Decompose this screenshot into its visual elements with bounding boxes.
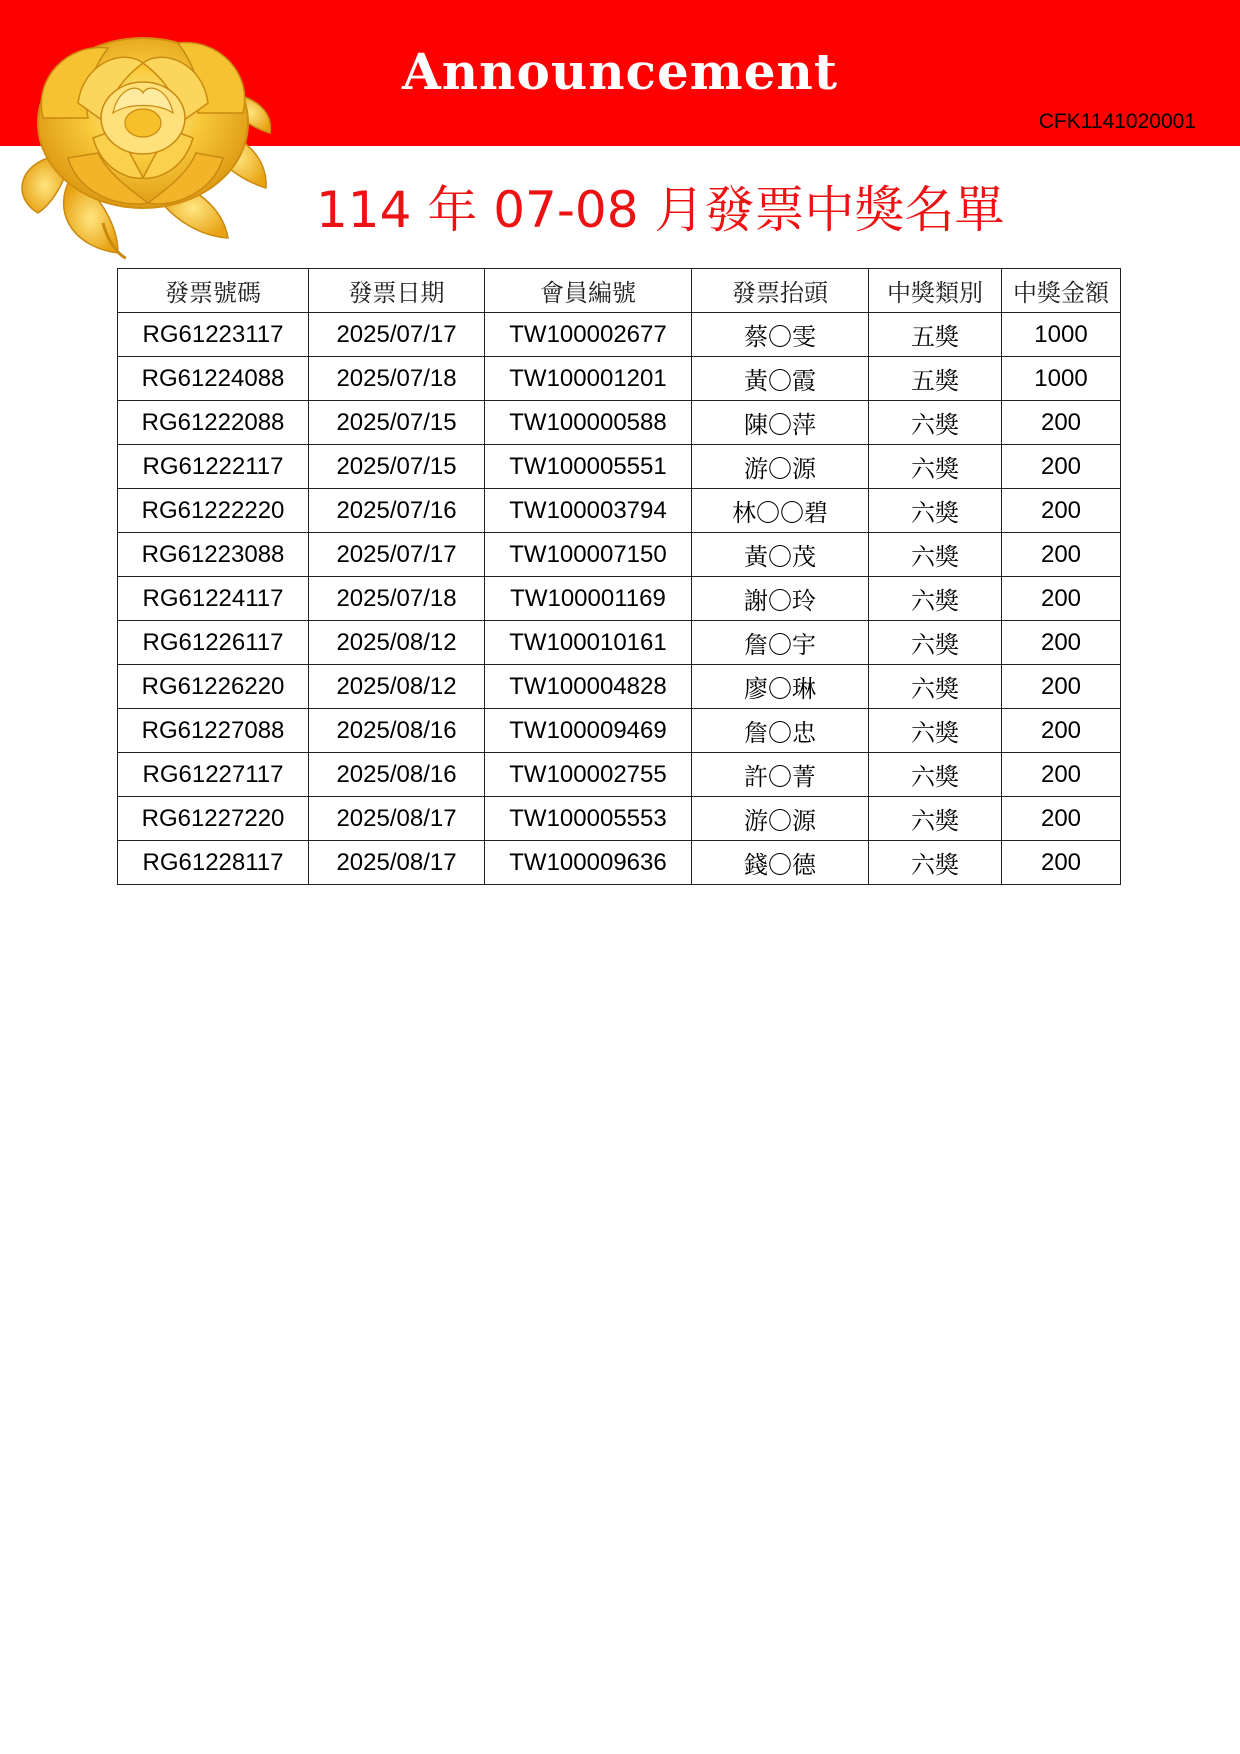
prize-category-cell: 五獎	[869, 357, 1002, 401]
prize-category-cell: 六獎	[869, 841, 1002, 885]
column-header-prize-amount: 中獎金額	[1002, 269, 1121, 313]
banner-title: Announcement	[402, 42, 838, 101]
invoice-title-cell: 游〇源	[692, 445, 869, 489]
prize-category-cell: 六獎	[869, 489, 1002, 533]
member-id-cell: TW100001201	[485, 357, 692, 401]
invoice-number-cell: RG61227220	[118, 797, 309, 841]
table-row	[118, 313, 1121, 357]
invoice-date-cell: 2025/08/12	[309, 621, 485, 665]
invoice-date-cell: 2025/08/17	[309, 841, 485, 885]
column-header-invoice-number: 發票號碼	[118, 269, 309, 313]
peony-flower-icon	[8, 8, 278, 260]
member-id-cell: TW100005553	[485, 797, 692, 841]
member-id-cell: TW100005551	[485, 445, 692, 489]
invoice-title-cell: 廖〇琳	[692, 665, 869, 709]
prize-category-cell: 六獎	[869, 753, 1002, 797]
column-header-member-id: 會員編號	[485, 269, 692, 313]
prize-category-cell: 六獎	[869, 665, 1002, 709]
prize-amount-cell: 200	[1002, 797, 1121, 841]
prize-category-cell: 五獎	[869, 313, 1002, 357]
prize-amount-cell: 200	[1002, 533, 1121, 577]
invoice-title-cell: 黃〇霞	[692, 357, 869, 401]
invoice-date-cell: 2025/07/15	[309, 401, 485, 445]
invoice-number-cell: RG61223088	[118, 533, 309, 577]
table-row	[118, 577, 1121, 621]
table-row	[118, 357, 1121, 401]
prize-amount-cell: 200	[1002, 841, 1121, 885]
table-row	[118, 753, 1121, 797]
table-row	[118, 489, 1121, 533]
invoice-date-cell: 2025/08/12	[309, 665, 485, 709]
invoice-number-cell: RG61226117	[118, 621, 309, 665]
member-id-cell: TW100009469	[485, 709, 692, 753]
prize-amount-cell: 200	[1002, 445, 1121, 489]
prize-amount-cell: 200	[1002, 577, 1121, 621]
prize-amount-cell: 1000	[1002, 313, 1121, 357]
prize-amount-cell: 200	[1002, 401, 1121, 445]
invoice-number-cell: RG61226220	[118, 665, 309, 709]
invoice-number-cell: RG61228117	[118, 841, 309, 885]
member-id-cell: TW100001169	[485, 577, 692, 621]
invoice-title-cell: 許〇菁	[692, 753, 869, 797]
member-id-cell: TW100010161	[485, 621, 692, 665]
member-id-cell: TW100009636	[485, 841, 692, 885]
member-id-cell: TW100004828	[485, 665, 692, 709]
table-row	[118, 797, 1121, 841]
prize-amount-cell: 200	[1002, 709, 1121, 753]
invoice-date-cell: 2025/08/16	[309, 753, 485, 797]
invoice-number-cell: RG61223117	[118, 313, 309, 357]
invoice-number-cell: RG61222088	[118, 401, 309, 445]
prize-category-cell: 六獎	[869, 621, 1002, 665]
member-id-cell: TW100002755	[485, 753, 692, 797]
invoice-title-cell: 詹〇宇	[692, 621, 869, 665]
invoice-date-cell: 2025/07/18	[309, 577, 485, 621]
prize-category-cell: 六獎	[869, 709, 1002, 753]
invoice-title-cell: 謝〇玲	[692, 577, 869, 621]
table-row	[118, 401, 1121, 445]
invoice-date-cell: 2025/07/15	[309, 445, 485, 489]
table-row	[118, 665, 1121, 709]
column-header-invoice-title: 發票抬頭	[692, 269, 869, 313]
invoice-number-cell: RG61222220	[118, 489, 309, 533]
prize-category-cell: 六獎	[869, 797, 1002, 841]
invoice-title-cell: 黃〇茂	[692, 533, 869, 577]
invoice-title-cell: 陳〇萍	[692, 401, 869, 445]
prize-category-cell: 六獎	[869, 445, 1002, 489]
prize-amount-cell: 200	[1002, 489, 1121, 533]
table-row	[118, 841, 1121, 885]
column-header-prize-category: 中獎類別	[869, 269, 1002, 313]
member-id-cell: TW100002677	[485, 313, 692, 357]
invoice-title-cell: 錢〇德	[692, 841, 869, 885]
table-row	[118, 621, 1121, 665]
invoice-date-cell: 2025/08/17	[309, 797, 485, 841]
prize-amount-cell: 1000	[1002, 357, 1121, 401]
invoice-title-cell: 詹〇忠	[692, 709, 869, 753]
winners-table	[117, 268, 1121, 885]
invoice-number-cell: RG61224117	[118, 577, 309, 621]
invoice-date-cell: 2025/07/18	[309, 357, 485, 401]
table-row	[118, 533, 1121, 577]
invoice-date-cell: 2025/08/16	[309, 709, 485, 753]
prize-category-cell: 六獎	[869, 533, 1002, 577]
prize-category-cell: 六獎	[869, 401, 1002, 445]
member-id-cell: TW100007150	[485, 533, 692, 577]
invoice-number-cell: RG61222117	[118, 445, 309, 489]
invoice-number-cell: RG61224088	[118, 357, 309, 401]
invoice-date-cell: 2025/07/17	[309, 533, 485, 577]
prize-category-cell: 六獎	[869, 577, 1002, 621]
invoice-number-cell: RG61227117	[118, 753, 309, 797]
invoice-title-cell: 林〇〇碧	[692, 489, 869, 533]
prize-amount-cell: 200	[1002, 621, 1121, 665]
invoice-date-cell: 2025/07/16	[309, 489, 485, 533]
document-code: CFK1141020001	[1038, 110, 1196, 133]
member-id-cell: TW100000588	[485, 401, 692, 445]
table-header-row	[118, 269, 1121, 313]
invoice-number-cell: RG61227088	[118, 709, 309, 753]
table-row	[118, 445, 1121, 489]
invoice-title-cell: 游〇源	[692, 797, 869, 841]
prize-amount-cell: 200	[1002, 753, 1121, 797]
prize-amount-cell: 200	[1002, 665, 1121, 709]
table-row	[118, 709, 1121, 753]
column-header-invoice-date: 發票日期	[309, 269, 485, 313]
invoice-date-cell: 2025/07/17	[309, 313, 485, 357]
member-id-cell: TW100003794	[485, 489, 692, 533]
invoice-title-cell: 蔡〇雯	[692, 313, 869, 357]
page-title: 114 年 07-08 月發票中獎名單	[316, 181, 1005, 239]
